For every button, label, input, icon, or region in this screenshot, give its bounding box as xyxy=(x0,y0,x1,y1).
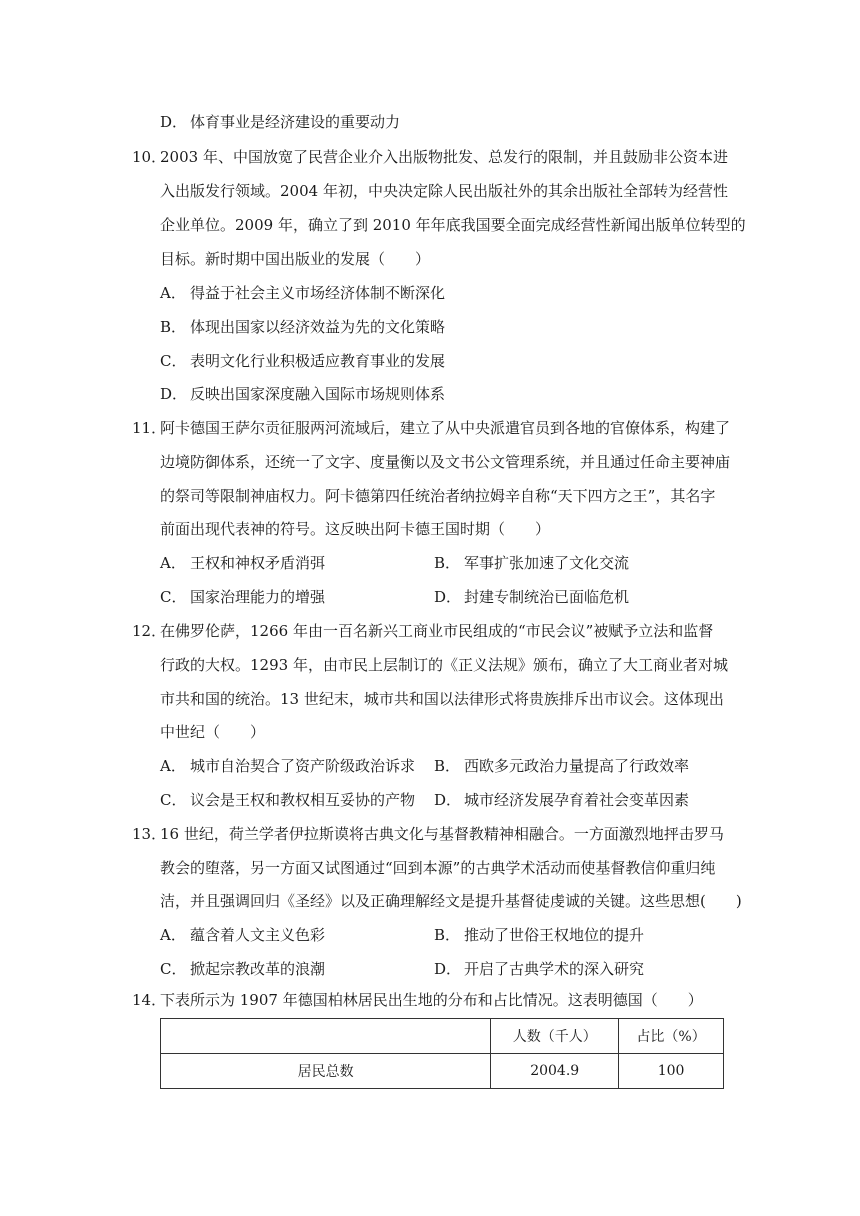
option-text: 蕴含着人文主义色彩 xyxy=(190,926,326,944)
option-text: 开启了古典学术的深入研究 xyxy=(464,960,645,978)
option-a xyxy=(160,925,325,945)
question-text-line: 洁，并且强调回归《圣经》以及正确理解经文是提升基督徒虔诚的关键。这些思想( ) xyxy=(160,892,742,910)
option-text: 封建专制统治已面临危机 xyxy=(464,588,630,606)
option-a xyxy=(160,756,415,776)
option-letter: C． xyxy=(160,588,187,606)
data-table xyxy=(160,1018,724,1089)
option-text: 王权和神权矛盾消弭 xyxy=(190,554,326,572)
option-text: 推动了世俗王权地位的提升 xyxy=(464,926,645,944)
option-c xyxy=(160,587,325,607)
option-d xyxy=(434,790,689,810)
question-number: 10． xyxy=(132,148,167,166)
table-cell: 100 xyxy=(619,1054,724,1089)
option-letter: B． xyxy=(434,757,461,775)
option-text: 议会是王权和教权相互妥协的产物 xyxy=(190,791,416,809)
table-header-cell: 人数（千人） xyxy=(491,1019,619,1054)
option-b xyxy=(434,553,629,573)
option-text: 国家治理能力的增强 xyxy=(190,588,326,606)
option-letter: B． xyxy=(434,554,461,572)
option-letter: B． xyxy=(434,926,461,944)
question-text-line: 阿卡德国王萨尔贡征服两河流域后，建立了从中央派遣官员到各地的官僚体系，构建了 xyxy=(160,419,731,437)
option-d xyxy=(160,384,445,404)
option-text: 掀起宗教改革的浪潮 xyxy=(190,960,326,978)
question-text-line: 2003 年、中国放宽了民营企业介入出版物批发、总发行的限制，并且鼓励非公资本进 xyxy=(160,148,728,166)
option-c xyxy=(160,959,325,979)
option-text: 城市经济发展孕育着社会变革因素 xyxy=(464,791,690,809)
question-text-line: 边境防御体系，还统一了文字、度量衡以及文书公文管理系统，并且通过任命主要神庙 xyxy=(160,453,731,471)
option-a xyxy=(160,553,325,573)
question-number: 12． xyxy=(132,622,167,640)
option-d xyxy=(434,587,629,607)
option-letter: A． xyxy=(160,757,186,775)
question-text-line: 企业单位。2009 年，确立了到 2010 年年底我国要全面完成经营性新闻出版单位转型的 xyxy=(160,216,746,234)
option-letter: D． xyxy=(160,113,188,131)
table-header-row xyxy=(161,1019,724,1054)
table-cell: 2004.9 xyxy=(491,1054,619,1089)
option-a xyxy=(160,283,445,303)
option-text: 军事扩张加速了文化交流 xyxy=(464,554,630,572)
option-text: 体现出国家以经济效益为先的文化策略 xyxy=(190,318,446,336)
question-text-line: 教会的堕落，另一方面又试图通过“回到本源”的古典学术活动而使基督教信仰重归纯 xyxy=(160,859,716,877)
question-text-line: 前面出现代表神的符号。这反映出阿卡德王国时期（ ） xyxy=(160,520,551,538)
option-letter: D． xyxy=(434,960,462,978)
question-text-line: 在佛罗伦萨，1266 年由一百名新兴工商业市民组成的“市民会议”被赋予立法和监督 xyxy=(160,622,714,640)
option-text: 反映出国家深度融入国际市场规则体系 xyxy=(190,385,446,403)
option-letter: D． xyxy=(434,791,462,809)
question-text-line: 16 世纪，荷兰学者伊拉斯谟将古典文化与基督教精神相融合。一方面激烈地抨击罗马 xyxy=(160,825,724,843)
option-d xyxy=(434,959,644,979)
option-letter: D． xyxy=(434,588,462,606)
question-text-line: 的祭司等限制神庙权力。阿卡德第四任统治者纳拉姆辛自称“天下四方之王”，其名字 xyxy=(160,487,716,505)
table-cell: 居民总数 xyxy=(161,1054,491,1089)
question-text-line: 入出版发行领域。2004 年初，中央决定除人民出版社外的其余出版社全部转为经营性 xyxy=(160,182,728,200)
option-letter: A． xyxy=(160,554,186,572)
option-b xyxy=(434,925,644,945)
option-letter: C． xyxy=(160,960,187,978)
option-letter: C． xyxy=(160,791,187,809)
option-letter: D． xyxy=(160,385,188,403)
question-number: 11． xyxy=(132,419,167,437)
option-c xyxy=(160,351,445,371)
option-text: 得益于社会主义市场经济体制不断深化 xyxy=(190,284,446,302)
option-letter: A． xyxy=(160,926,186,944)
question-text-line: 下表所示为 1907 年德国柏林居民出生地的分布和占比情况。这表明德国（ ） xyxy=(160,991,703,1009)
option-letter: B． xyxy=(160,318,187,336)
option-letter: A． xyxy=(160,284,186,302)
option-b xyxy=(434,756,689,776)
question-text-line: 行政的大权。1293 年，由市民上层制订的《正义法规》颁布，确立了大工商业者对城 xyxy=(160,656,728,674)
option-text: 体育事业是经济建设的重要动力 xyxy=(190,113,401,131)
table-header-cell xyxy=(161,1019,491,1054)
q9-option-d xyxy=(160,112,400,132)
option-text: 西欧多元政治力量提高了行政效率 xyxy=(464,757,690,775)
option-letter: C． xyxy=(160,352,187,370)
question-number: 14． xyxy=(132,991,167,1009)
table-row xyxy=(161,1054,724,1089)
option-b xyxy=(160,317,445,337)
option-c xyxy=(160,790,415,810)
table-header-cell: 占比（%） xyxy=(619,1019,724,1054)
question-text-line: 市共和国的统治。13 世纪末，城市共和国以法律形式将贵族排斥出市议会。这体现出 xyxy=(160,690,724,708)
question-text-line: 中世纪（ ） xyxy=(160,723,266,741)
option-text: 城市自治契合了资产阶级政治诉求 xyxy=(190,757,416,775)
question-number: 13． xyxy=(132,825,167,843)
question-text-line: 目标。新时期中国出版业的发展（ ） xyxy=(160,250,431,268)
option-text: 表明文化行业积极适应教育事业的发展 xyxy=(190,352,446,370)
